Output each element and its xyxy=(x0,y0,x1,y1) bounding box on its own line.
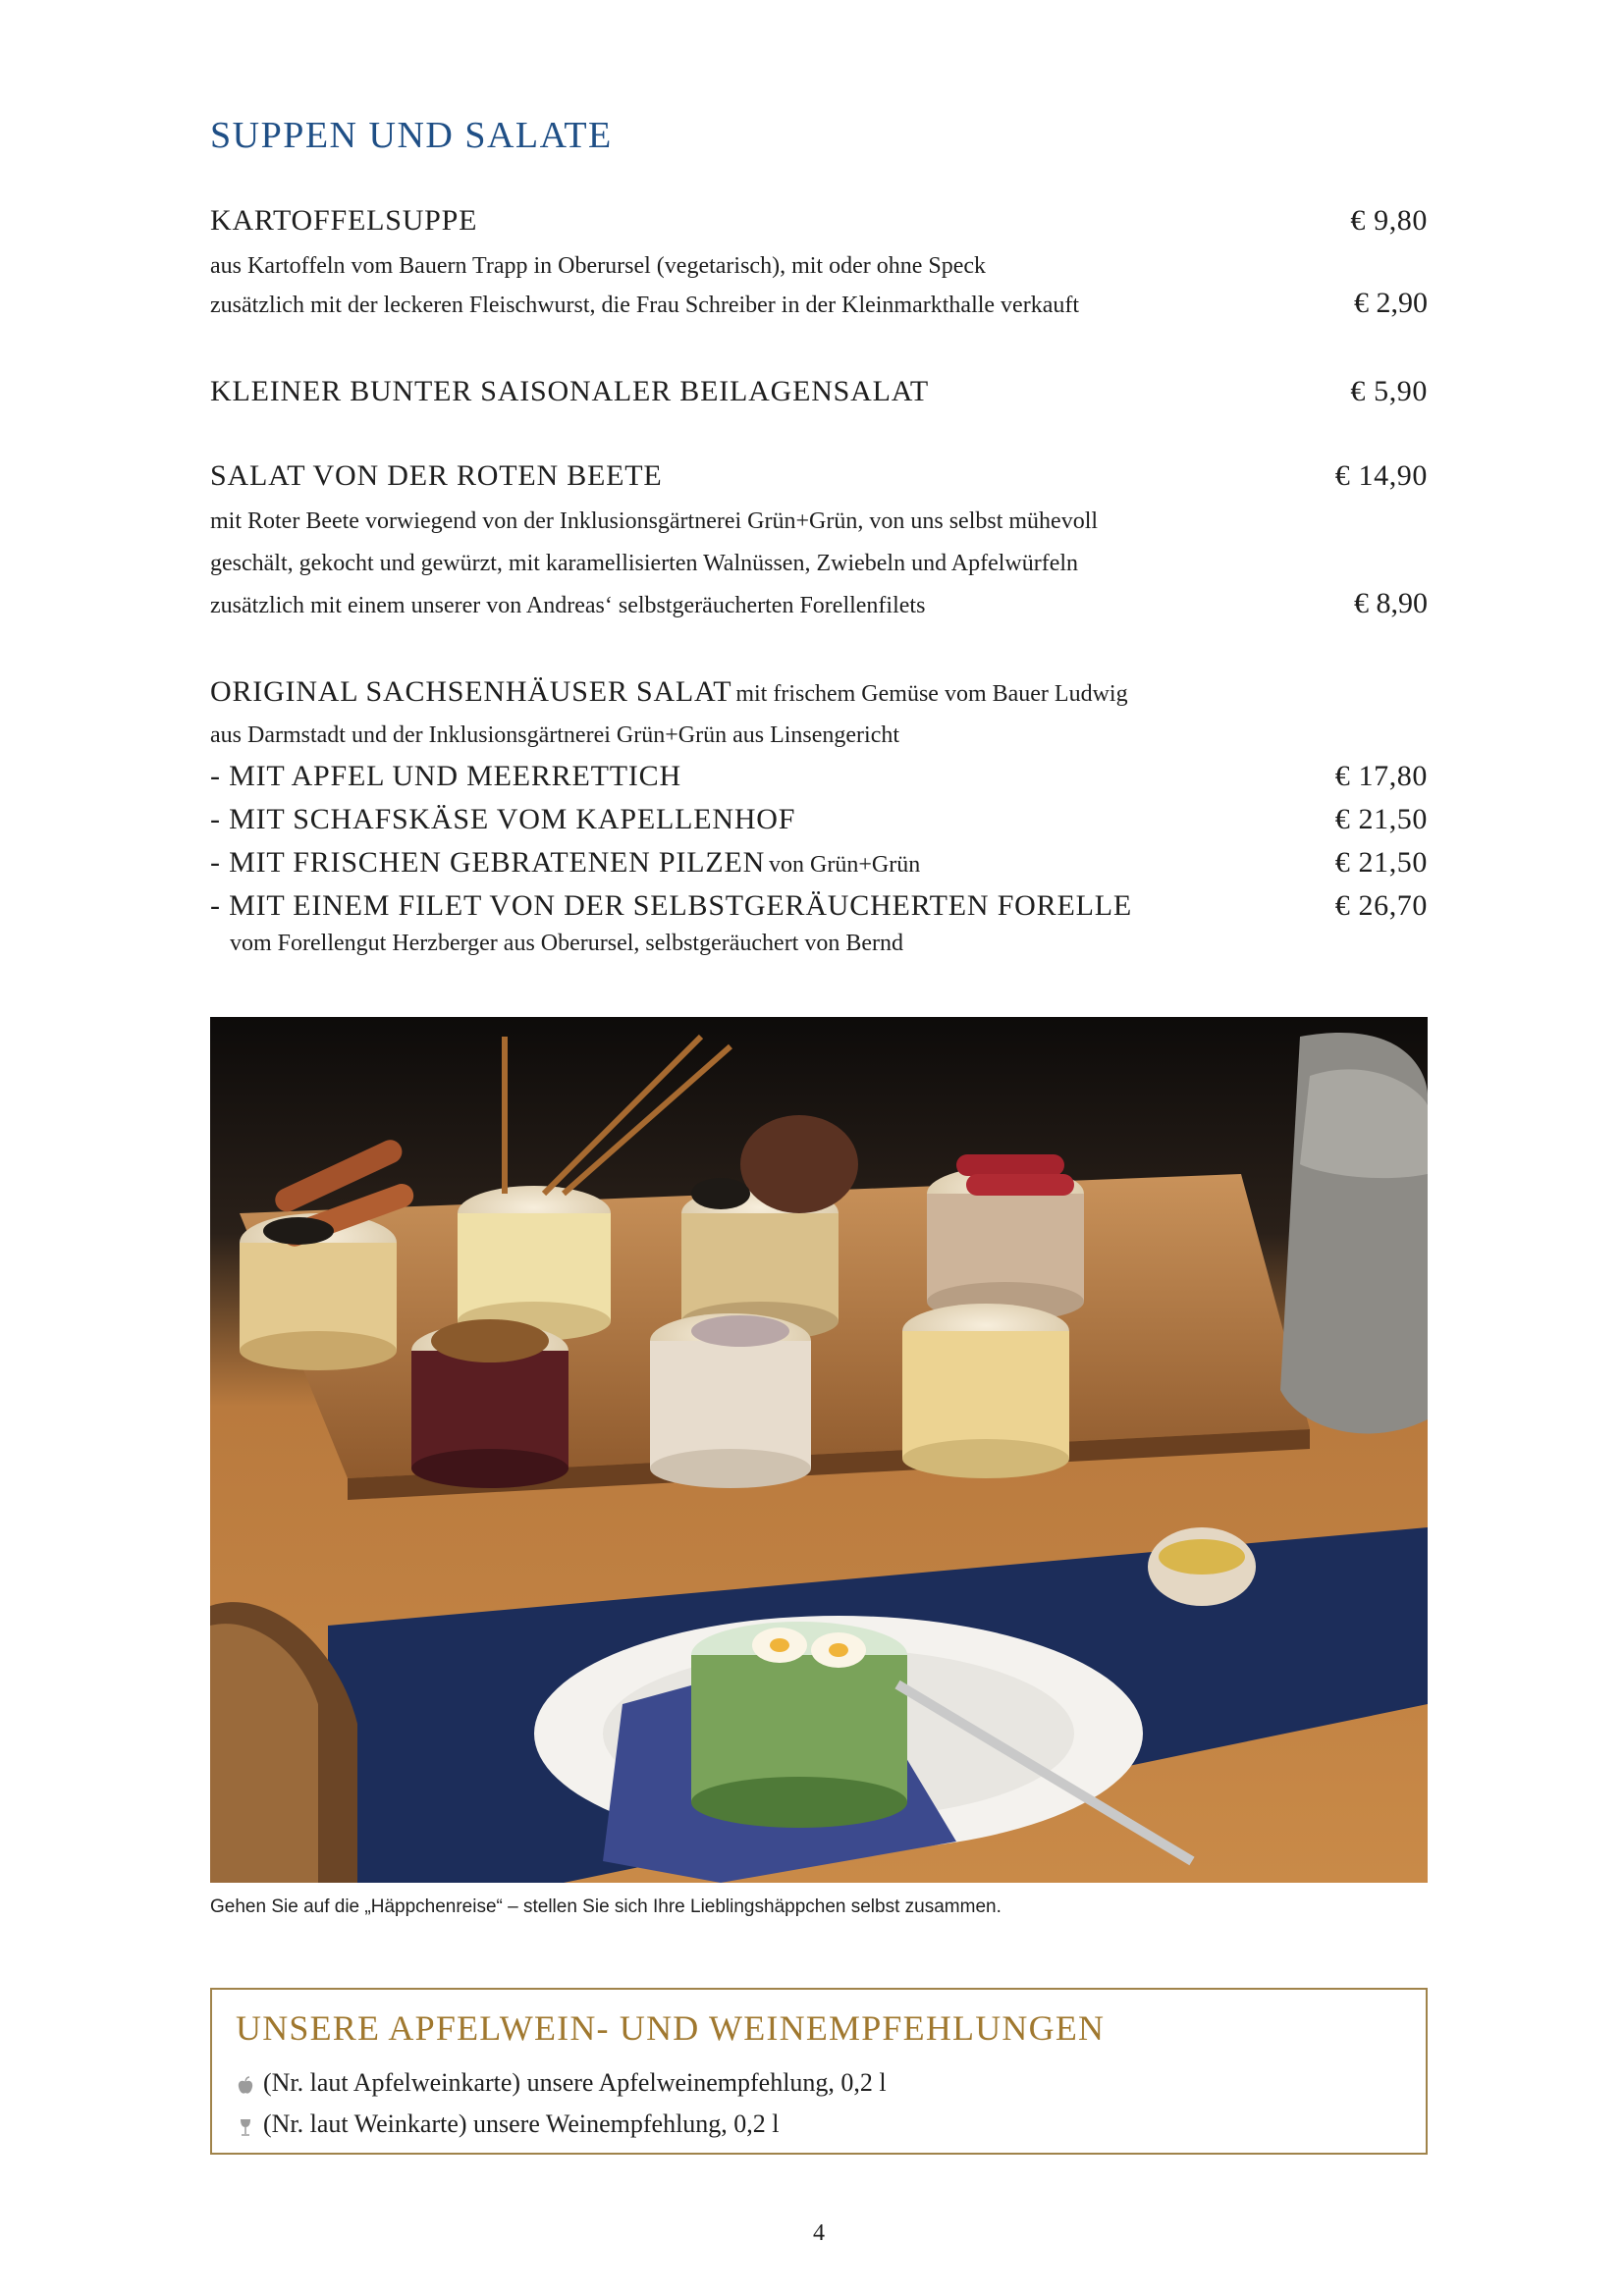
food-photo-illustration xyxy=(210,1017,1428,1883)
item-name: ORIGINAL SACHSENHÄUSER SALAT xyxy=(210,675,732,708)
option-label: - MIT SCHAFSKÄSE VOM KAPELLENHOF xyxy=(210,803,796,835)
option-suffix: von Grün+Grün xyxy=(769,852,921,878)
item-description: geschält, gekocht und gewürzt, mit karamellisierten Walnüssen, Zwiebeln und Apfelwürfeln xyxy=(210,551,1079,576)
menu-item-rote-beete xyxy=(210,459,1428,493)
option-note: vom Forellengut Herzberger aus Oberursel, selbstgeräuchert von Bernd xyxy=(230,931,904,956)
food-photo xyxy=(210,1017,1428,1883)
menu-item-beilagensalat xyxy=(210,375,1428,408)
addon-price: € 2,90 xyxy=(1354,287,1428,319)
recommendation-text: (Nr. laut Weinkarte) unsere Weinempfehlung, 0,2 l xyxy=(263,2109,780,2138)
apple-icon xyxy=(236,2073,255,2093)
recommendations-box xyxy=(210,1988,1428,2155)
wine-glass-icon xyxy=(236,2114,255,2134)
item-description: aus Kartoffeln vom Bauern Trapp in Oberursel (vegetarisch), mit oder ohne Speck xyxy=(210,253,987,279)
page-number: 4 xyxy=(813,2220,825,2246)
recommendation-line xyxy=(236,2068,887,2098)
item-price: € 9,80 xyxy=(1350,204,1428,237)
menu-item-sachsenhaeuser xyxy=(210,675,1428,709)
option-price: € 17,80 xyxy=(1334,760,1428,792)
option-label: - MIT APFEL UND MEERRETTICH xyxy=(210,760,681,792)
addon-text: zusätzlich mit einem unserer von Andreas‘ selbstgeräucherten Forellenfilets xyxy=(210,593,926,618)
option-price: € 21,50 xyxy=(1334,846,1428,879)
option-row xyxy=(210,803,1428,836)
option-label: - MIT FRISCHEN GEBRATENEN PILZEN xyxy=(210,846,766,879)
addon-text: zusätzlich mit der leckeren Fleischwurst, die Frau Schreiber in der Kleinmarkthalle verkauft xyxy=(210,293,1080,318)
item-price: € 5,90 xyxy=(1350,375,1428,407)
item-addon xyxy=(210,587,1428,619)
recommendations-title: UNSERE APFELWEIN- UND WEINEMPFEHLUNGEN xyxy=(236,2008,1106,2048)
photo-caption: Gehen Sie auf die „Häppchenreise“ – stellen Sie sich Ihre Lieblingshäppchen selbst zusammen. xyxy=(210,1896,1001,1917)
section-title: SUPPEN UND SALATE xyxy=(210,115,613,156)
recommendation-text: (Nr. laut Apfelweinkarte) unsere Apfelweinempfehlung, 0,2 l xyxy=(263,2068,887,2097)
option-price: € 26,70 xyxy=(1334,889,1428,922)
item-price: € 14,90 xyxy=(1334,459,1428,492)
item-name: SALAT VON DER ROTEN BEETE xyxy=(210,459,663,492)
menu-item-kartoffelsuppe xyxy=(210,204,1428,238)
option-row xyxy=(210,889,1428,923)
option-price: € 21,50 xyxy=(1334,803,1428,835)
item-addon xyxy=(210,287,1428,319)
item-name: KARTOFFELSUPPE xyxy=(210,204,478,237)
recommendation-line xyxy=(236,2109,780,2139)
item-name-suffix: mit frischem Gemüse vom Bauer Ludwig xyxy=(735,681,1128,707)
option-row xyxy=(210,760,1428,793)
item-description: mit Roter Beete vorwiegend von der Inklusionsgärtnerei Grün+Grün, von uns selbst mühevoll xyxy=(210,508,1099,534)
addon-price: € 8,90 xyxy=(1354,587,1428,619)
item-name: KLEINER BUNTER SAISONALER BEILAGENSALAT xyxy=(210,375,929,407)
option-row xyxy=(210,846,1428,880)
item-description: aus Darmstadt und der Inklusionsgärtnerei Grün+Grün aus Linsengericht xyxy=(210,722,900,748)
option-label: - MIT EINEM FILET VON DER SELBSTGERÄUCHERTEN FORELLE xyxy=(210,889,1132,922)
